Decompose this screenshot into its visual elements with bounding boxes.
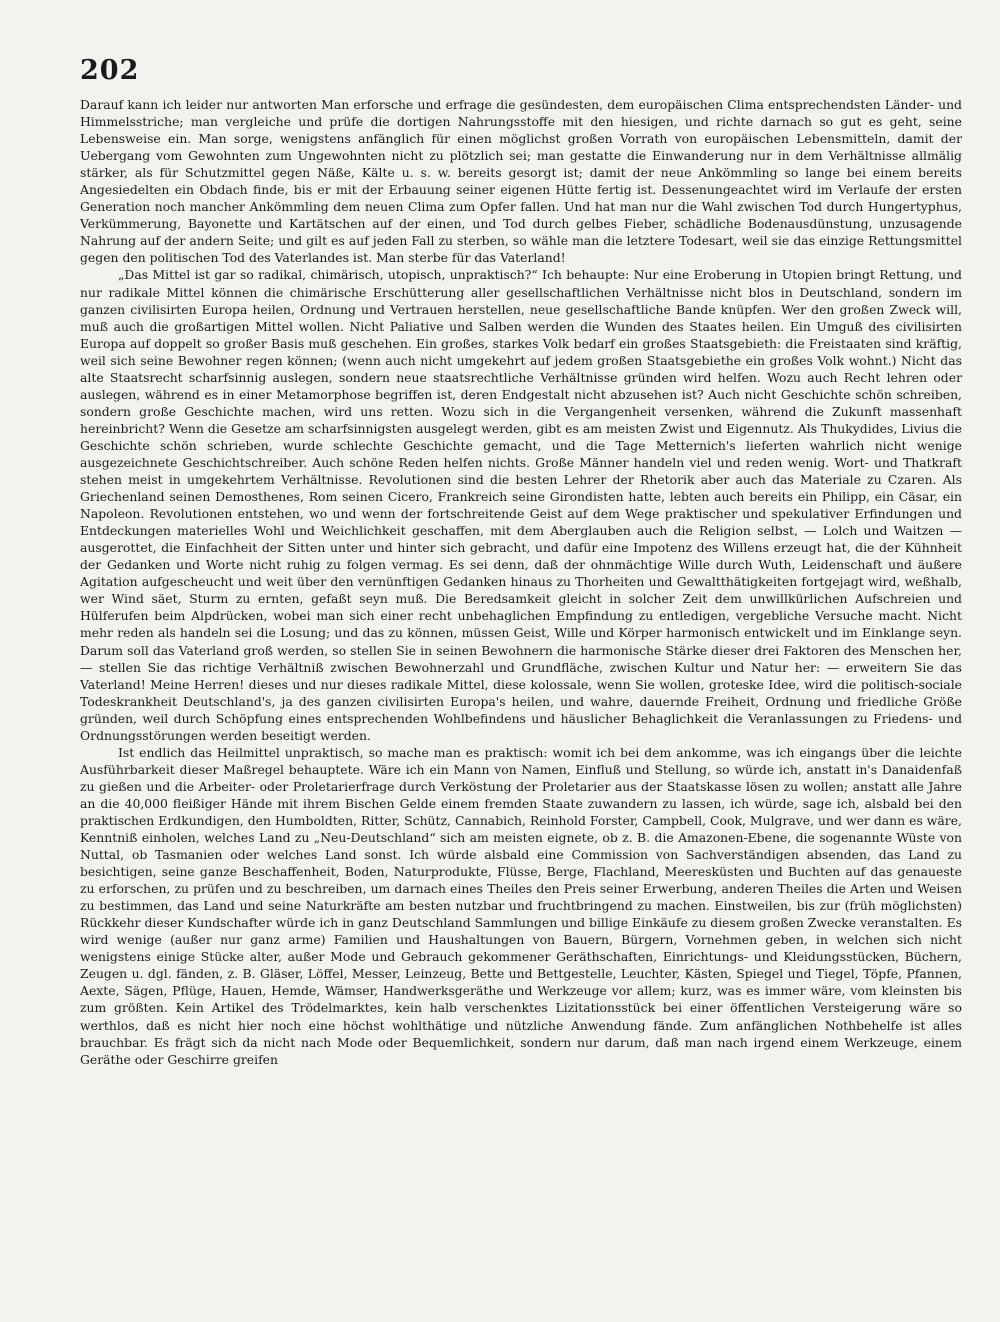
body-text <box>80 96 962 1068</box>
page-number: 202 <box>80 55 140 86</box>
paragraph: Darauf kann ich leider nur antworten Man erforsche und erfrage die gesündesten, dem europäischen Clima entsprechendsten Länder- und Himmelsstriche; man vergleiche und prüfe die dortigen Nahrungsstoffe mit den hiesigen, und richte darnach so gut es geht, seine Lebensweise ein. Man sorge, wenigstens anfänglich für einen möglichst großen Vorrath von europäischen Lebensmitteln, damit der Uebergang vom Gewohnten zum Ungewohnten nicht zu plötzlich sei; man gestatte die Einwanderung nur in dem Verhältnisse allmälig stärker, als für Schutzmittel gegen Näße, Kälte u. s. w. bereits gesorgt ist; damit der neue Ankömmling so lange bei einem bereits Angesiedelten ein Obdach finde, bis er mit der Erbauung seiner eigenen Hütte fertig ist. Dessenungeachtet wird im Verlaufe der ersten Generation noch mancher Ankömmling dem neuen Clima zum Opfer fallen. Und hat man nur die Wahl zwischen Tod durch Hungertyphus, Verkümmerung, Bayonette und Kartätschen auf der einen, und Tod durch gelbes Fieber, schädliche Bodenausdünstung, unzusagende Nahrung auf der andern Seite; und gilt es auf jeden Fall zu sterben, so wähle man die letztere Todesart, weil sie das einzige Rettungsmittel gegen den politischen Tod des Vaterlandes ist. Man sterbe für das Vaterland! <box>80 97 962 266</box>
paragraph: Ist endlich das Heilmittel unpraktisch, so mache man es praktisch: womit ich bei dem ankomme, was ich eingangs über die leichte Ausführbarkeit dieser Maßregel behauptete. Wäre ich ein Mann von Namen, Einfluß und Stellung, so würde ich, anstatt in's Danaidenfaß zu gießen und die Arbeiter- oder Proletarierfrage durch Verköstung der Proletarier aus der Staatskasse lösen zu wollen; anstatt alle Jahre an die 40,000 fleißiger Hände mit ihrem Bischen Gelde einem fremden Staate zuwandern zu lassen, ich würde, sage ich, alsbald bei den praktischen Erdkundigen, den Humboldten, Ritter, Schütz, Cannabich, Reinhold Forster, Campbell, Cook, Mulgrave, und wer dann es wäre, Kenntniß einholen, welches Land zu „Neu-Deutschland“ sich am meisten eignete, ob z. B. die Amazonen-Ebene, die sogenannte Wüste von Nuttal, ob Tasmanien oder welches Land sonst. Ich würde alsbald eine Commission von Sachverständigen absenden, das Land zu besichtigen, seine ganze Beschaffenheit, Boden, Naturprodukte, Flüsse, Berge, Flachland, Meeresküsten und Buchten auf das genaueste zu erforschen, zu prüfen und zu beschreiben, um darnach eines Theiles den Preis seiner Erwerbung, anderen Theiles die Arten und Weisen zu bestimmen, das Land und seine Naturkräfte am besten nutzbar und fruchtbringend zu machen. Einstweilen, bis zur (früh möglichsten) Rückkehr dieser Kundschafter würde ich in ganz Deutschland Sammlungen und billige Einkäufe zu diesem großen Zwecke veranstalten. Es wird wenige (außer nur ganz arme) Familien und Haushaltungen von Bauern, Bürgern, Vornehmen geben, in welchen sich nicht wenigstens einige Stücke alter, außer Mode und Gebrauch gekommener Geräthschaften, Einrichtungs- und Kleidungsstücken, Büchern, Zeugen u. dgl. fänden, z. B. Gläser, Löffel, Messer, Leinzeug, Bette und Bettgestelle, Leuchter, Kästen, Spiegel und Tiegel, Töpfe, Pfannen, Aexte, Sägen, Pflüge, Hauen, Hemde, Wämser, Handwerksgeräthe und Werkzeuge vor allem; kurz, was es immer wäre, vom kleinsten bis zum größten. Kein Artikel des Trödelmarktes, kein halb verschenktes Lizitationsstück bei einer öffentlichen Versteigerung wäre so werthlos, daß es nicht hier noch eine höchst wohlthätige und nützliche Anwendung fände. Zum anfänglichen Nothbehelfe ist alles brauchbar. Es frägt sich da nicht nach Mode oder Bequemlichkeit, sondern nur darum, daß man nach irgend einem Werkzeuge, einem Geräthe oder Geschirre greifen <box>80 744 962 1067</box>
paragraph: „Das Mittel ist gar so radikal, chimärisch, utopisch, unpraktisch?“ Ich behaupte: Nur eine Eroberung in Utopien bringt Rettung, und nur radikale Mittel können die chimärische Erschütterung aller gesellschaftlichen Verhältnisse nicht blos in Deutschland, sondern im ganzen civilisirten Europa heilen, Ordnung und Vertrauen herstellen, neue gesellschaftliche Bande knüpfen. Wer den großen Zweck will, muß auch die großartigen Mittel wollen. Nicht Paliative und Salben werden die Wunden des Staates heilen. Ein Umguß des civilisirten Europa auf doppelt so großer Basis muß geschehen. Ein großes, starkes Volk bedarf ein großes Staatsgebieth: die Freistaaten sind kräftig, weil sich seine Bewohner regen können; (wenn auch nicht umgekehrt auf jedem großen Staatsgebiethe ein großes Volk wohnt.) Nicht das alte Staatsrecht scharfsinnig auslegen, sondern neue staatsrechtliche Verhältnisse gründen wird helfen. Wozu auch Recht lehren oder auslegen, während es in einer Metamorphose begriffen ist, deren Endgestalt nicht abzusehen ist? Auch nicht Geschichte schön schreiben, sondern große Geschichte machen, wird uns retten. Wozu sich in die Vergangenheit versenken, während die Zukunft massenhaft hereinbricht? Wenn die Gesetze am scharfsinnigsten ausgelegt werden, gibt es am meisten Zwist und Eigennutz. Als Thukydides, Livius die Geschichte schön schrieben, wurde schlechte Geschichte gemacht, und die Tage Metternich's lieferten wahrlich nicht wenige ausgezeichnete Geschichtschreiber. Auch schöne Reden helfen nichts. Große Männer handeln viel und reden wenig. Wort- und Thatkraft stehen meist in umgekehrtem Verhältnisse. Revolutionen sind die besten Lehrer der Rhetorik aber auch das Materiale zu Czaren. Als Griechenland seinen Demosthenes, Rom seinen Cicero, Frankreich seine Girondisten hatte, lebten auch bereits ein Philipp, ein Cäsar, ein Napoleon. Revolutionen entstehen, wo und wenn der fortschreitende Geist auf dem Wege praktischer und spekulativer Erfindungen und Entdeckungen materielles Wohl und Weichlichkeit geschaffen, mit dem Aberglauben auch die Religion selbst, — Lolch und Waitzen — ausgerottet, die Einfachheit der Sitten unter und hinter sich gebracht, und dafür eine Impotenz des Willens erzeugt hat, die der Kühnheit der Gedanken und Worte nicht ruhig zu folgen vermag. Es sei denn, daß der ohnmächtige Wille durch Wuth, Leidenschaft und äußere Agitation aufgescheucht und weit über den vernünftigen Gedanken hinaus zu Thorheiten und Gewaltthätigkeiten fortgejagt wird, weßhalb, wer Wind säet, Sturm zu ernten, gefaßt seyn muß. Die Beredsamkeit gleicht in solcher Zeit dem unwillkürlichen Aufschreien und Hülferufen beim Alpdrücken, wobei man sich einer recht unbehaglichen Empfindung zu entledigen, vergebliche Versuche macht. Nicht mehr reden als handeln sei die Losung; und das zu können, müssen Geist, Wille und Körper harmonisch entwickelt und im Einklange seyn. Darum soll das Vaterland groß werden, so stellen Sie in seinen Bewohnern die harmonische Stärke dieser drei Faktoren des Menschen her, — stellen Sie das richtige Verhältniß zwischen Bewohnerzahl und Grundfläche, zwischen Kultur und Natur her: — erweitern Sie das Vaterland! Meine Herren! dieses und nur dieses radikale Mittel, diese kolossale, wenn Sie wollen, groteske Idee, wird die politisch-sociale Todeskrankheit Deutschland's, ja des ganzen civilisirten Europa's heilen, und wahre, dauernde Freiheit, Ordnung und friedliche Größe gründen, weil durch Schöpfung eines entsprechenden Wohlbefindens und häuslicher Behaglichkeit die Veranlassungen zu Friedens- und Ordnungsstörungen werden beseitigt werden. <box>80 267 962 743</box>
